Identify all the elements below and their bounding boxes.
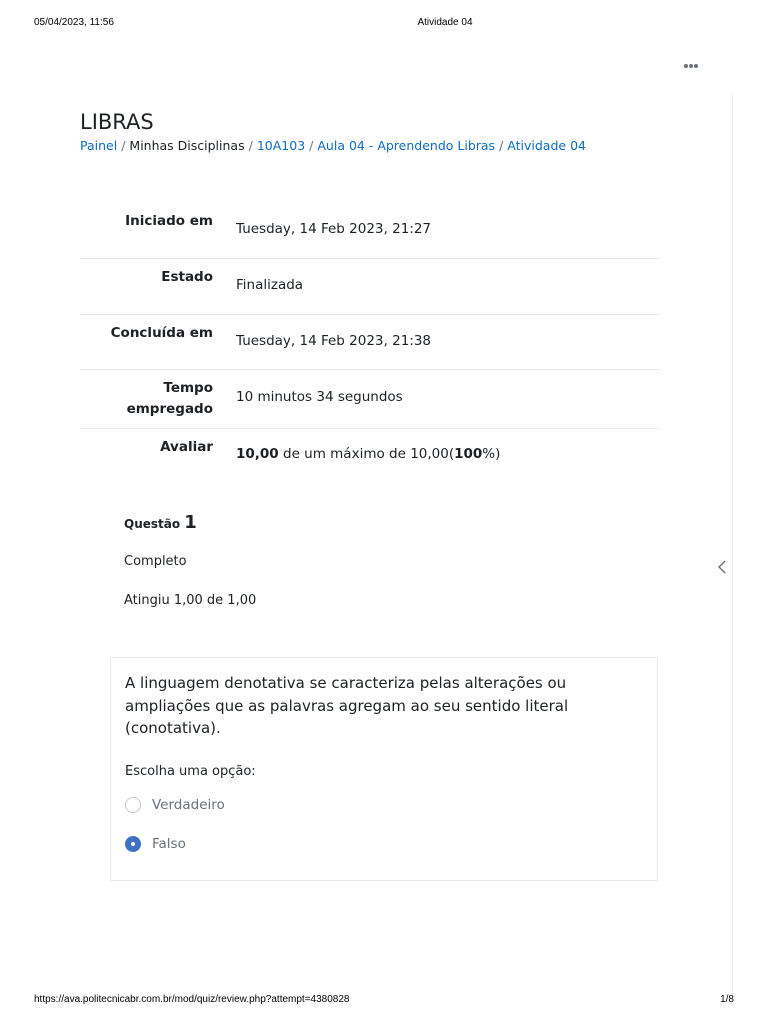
print-datetime: 05/04/2023, 11:56 [34,17,114,28]
breadcrumb-lesson[interactable]: Aula 04 - Aprendendo Libras [317,138,496,153]
completed-label: Concluída em [110,325,213,341]
time-label-line-2: empregado [126,401,213,417]
summary-row-time [80,370,660,429]
breadcrumb-painel[interactable]: Painel [80,138,118,153]
grade-value [236,429,660,483]
print-page-number: 1/8 [720,994,734,1005]
time-label-line-1: Tempo [163,380,213,396]
summary-row-completed [80,315,660,370]
more-horizontal-icon[interactable] [682,60,700,72]
summary-row-state [80,259,660,315]
option-label: Verdadeiro [152,797,225,813]
question-grade: Atingiu 1,00 de 1,00 [124,593,257,608]
breadcrumb-minhas-disciplinas: Minhas Disciplinas [129,138,245,153]
state-label: Estado [161,269,213,285]
grade-percent-suffix: %) [482,446,501,462]
breadcrumb-separator: / [248,138,253,153]
breadcrumb-separator: / [499,138,504,153]
attempt-summary-table [80,202,660,483]
question-number-value: 1 [184,512,197,533]
started-label: Iniciado em [125,213,213,229]
question-state: Completo [124,554,187,569]
time-value: 10 minutos 34 segundos [236,389,403,405]
breadcrumb [80,138,586,153]
answer-prompt: Escolha uma opção: [125,764,256,779]
grade-label: Avaliar [160,439,213,455]
course-title: LIBRAS [80,110,154,134]
print-url: https://ava.politecnicabr.com.br/mod/quiz/review.php?attempt=4380828 [34,994,350,1005]
grade-percent: 100 [454,446,483,462]
summary-row-grade [80,429,660,483]
option-label: Falso [152,836,186,852]
option-verdadeiro[interactable] [125,797,225,813]
question-text: A linguagem denotativa se caracteriza pelas alterações ou ampliações que as palavras agregam ao seu sentido literal (conotativa). [125,674,569,737]
started-value: Tuesday, 14 Feb 2023, 21:27 [236,221,432,237]
radio-checked-icon[interactable] [125,836,141,852]
grade-score: 10,00 [236,446,279,462]
completed-value: Tuesday, 14 Feb 2023, 21:38 [236,333,432,349]
state-value: Finalizada [236,277,304,293]
drawer-divider [732,95,733,995]
question-content-box [110,657,658,881]
question-number [124,512,197,533]
grade-max-text: de um máximo de 10,00( [278,446,455,462]
question-label: Questão [124,517,181,531]
time-label [80,370,236,428]
breadcrumb-activity[interactable]: Atividade 04 [507,138,586,153]
radio-unchecked-icon[interactable] [125,797,141,813]
chevron-left-icon[interactable] [714,557,730,577]
summary-row-started [80,202,660,259]
breadcrumb-course-code[interactable]: 10A103 [256,138,306,153]
option-falso[interactable] [125,836,186,852]
breadcrumb-separator: / [121,138,126,153]
print-doc-title: Atividade 04 [417,17,473,28]
breadcrumb-separator: / [309,138,314,153]
